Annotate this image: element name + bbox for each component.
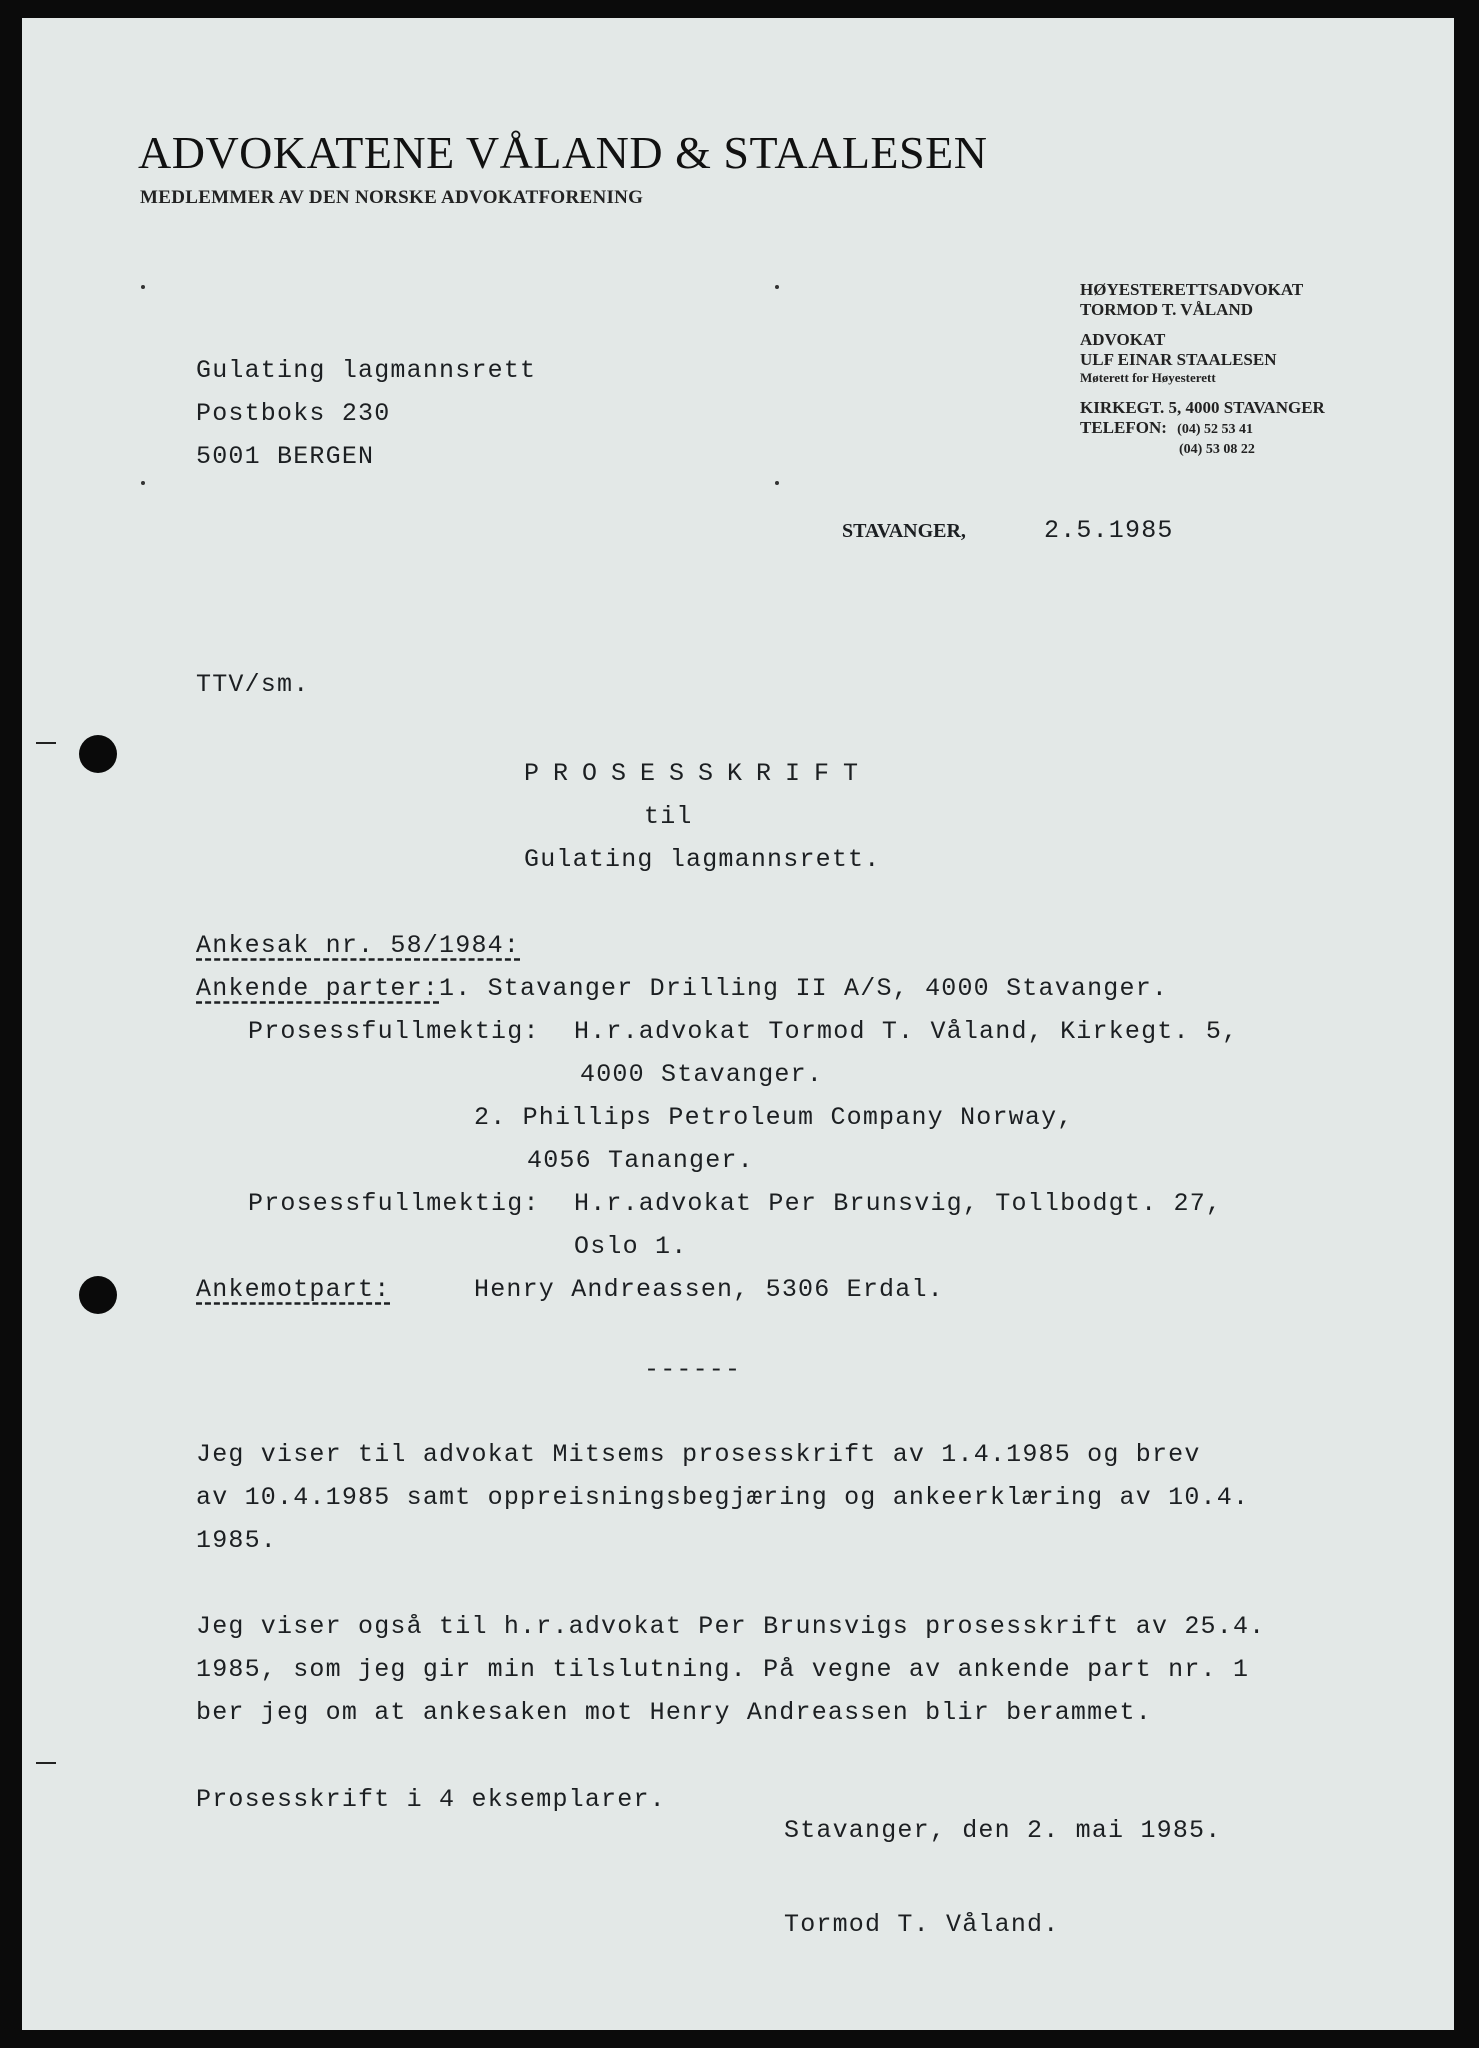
- recipient-line1: Gulating lagmannsrett: [196, 356, 537, 385]
- firm-subtitle: MEDLEMMER AV DEN NORSKE ADVOKATFORENING: [140, 187, 644, 208]
- counsel-2-line2: Oslo 1.: [574, 1232, 688, 1261]
- heading-court: Gulating lagmannsrett.: [524, 845, 881, 874]
- note-moterett: Møterett for Høyesterett: [1080, 370, 1216, 385]
- margin-tick: [36, 1762, 56, 1764]
- counsel-label-1: Prosessfullmektig:: [248, 1017, 540, 1046]
- closing-place-date: Stavanger, den 2. mai 1985.: [784, 1816, 1222, 1845]
- copies-note: Prosesskrift i 4 eksemplarer.: [196, 1785, 666, 1814]
- counsel-1-line2: 4000 Stavanger.: [580, 1060, 824, 1089]
- phone-label: TELEFON:: [1080, 418, 1167, 437]
- name-tormod: TORMOD T. VÅLAND: [1080, 300, 1254, 319]
- punch-hole: [79, 1276, 117, 1314]
- mark-dot: [141, 481, 145, 485]
- heading-title: PROSESSKRIFT: [524, 759, 873, 788]
- paragraph-1-line2: av 10.4.1985 samt oppreisningsbegjæring og ankeerklæring av 10.4.: [196, 1483, 1250, 1512]
- case-number-label: Ankesak nr. 58/1984:: [196, 931, 521, 960]
- counsel-1-line1: H.r.advokat Tormod T. Våland, Kirkegt. 5,: [574, 1017, 1239, 1046]
- punch-hole: [79, 735, 117, 773]
- section-divider: ------: [644, 1355, 742, 1384]
- appellant-2-line1: 2. Phillips Petroleum Company Norway,: [474, 1103, 1074, 1132]
- firm-address: KIRKEGT. 5, 4000 STAVANGER: [1080, 398, 1325, 417]
- appellants-label: Ankende parter:: [196, 974, 440, 1003]
- phone-number-2: (04) 53 08 22: [1179, 442, 1255, 457]
- name-ulf: ULF EINAR STAALESEN: [1080, 350, 1277, 369]
- letterhead-right-block: [1080, 280, 1325, 460]
- firm-name: ADVOKATENE VÅLAND & STAALESEN: [138, 127, 988, 178]
- heading-til: til: [644, 802, 693, 831]
- reference: TTV/sm.: [196, 670, 310, 699]
- appellant-2-line2: 4056 Tananger.: [527, 1146, 754, 1175]
- recipient-line3: 5001 BERGEN: [196, 442, 375, 471]
- paragraph-1-line3: 1985.: [196, 1526, 278, 1555]
- respondent-label: Ankemotpart:: [196, 1275, 391, 1304]
- phone-line1: [1080, 418, 1325, 440]
- mark-dot: [775, 481, 779, 485]
- appellant-1: 1. Stavanger Drilling II A/S, 4000 Stavanger.: [439, 974, 1169, 1003]
- paragraph-2-line3: ber jeg om at ankesaken mot Henry Andreassen blir berammet.: [196, 1698, 1152, 1727]
- paragraph-2-line1: Jeg viser også til h.r.advokat Per Brunsvigs prosesskrift av 25.4.: [196, 1612, 1266, 1641]
- recipient-line2: Postboks 230: [196, 399, 391, 428]
- title-hoyesterettsadvokat: HØYESTERETTSADVOKAT: [1080, 280, 1304, 299]
- respondent: Henry Andreassen, 5306 Erdal.: [474, 1275, 944, 1304]
- dateline-date: 2.5.1985: [1044, 516, 1174, 545]
- document-page: [22, 18, 1454, 2030]
- counsel-2-line1: H.r.advokat Per Brunsvig, Tollbodgt. 27,: [574, 1189, 1223, 1218]
- mark-dot: [141, 285, 145, 289]
- paragraph-1-line1: Jeg viser til advokat Mitsems prosesskrift av 1.4.1985 og brev: [196, 1440, 1201, 1469]
- paragraph-2-line2: 1985, som jeg gir min tilslutning. På vegne av ankende part nr. 1: [196, 1655, 1250, 1684]
- closing-signature: Tormod T. Våland.: [784, 1910, 1060, 1939]
- title-advokat: ADVOKAT: [1080, 330, 1166, 349]
- margin-tick: [36, 742, 56, 744]
- dateline-place: STAVANGER,: [842, 520, 966, 542]
- phone-number-1: (04) 52 53 41: [1177, 422, 1253, 437]
- counsel-label-2: Prosessfullmektig:: [248, 1189, 540, 1218]
- mark-dot: [775, 285, 779, 289]
